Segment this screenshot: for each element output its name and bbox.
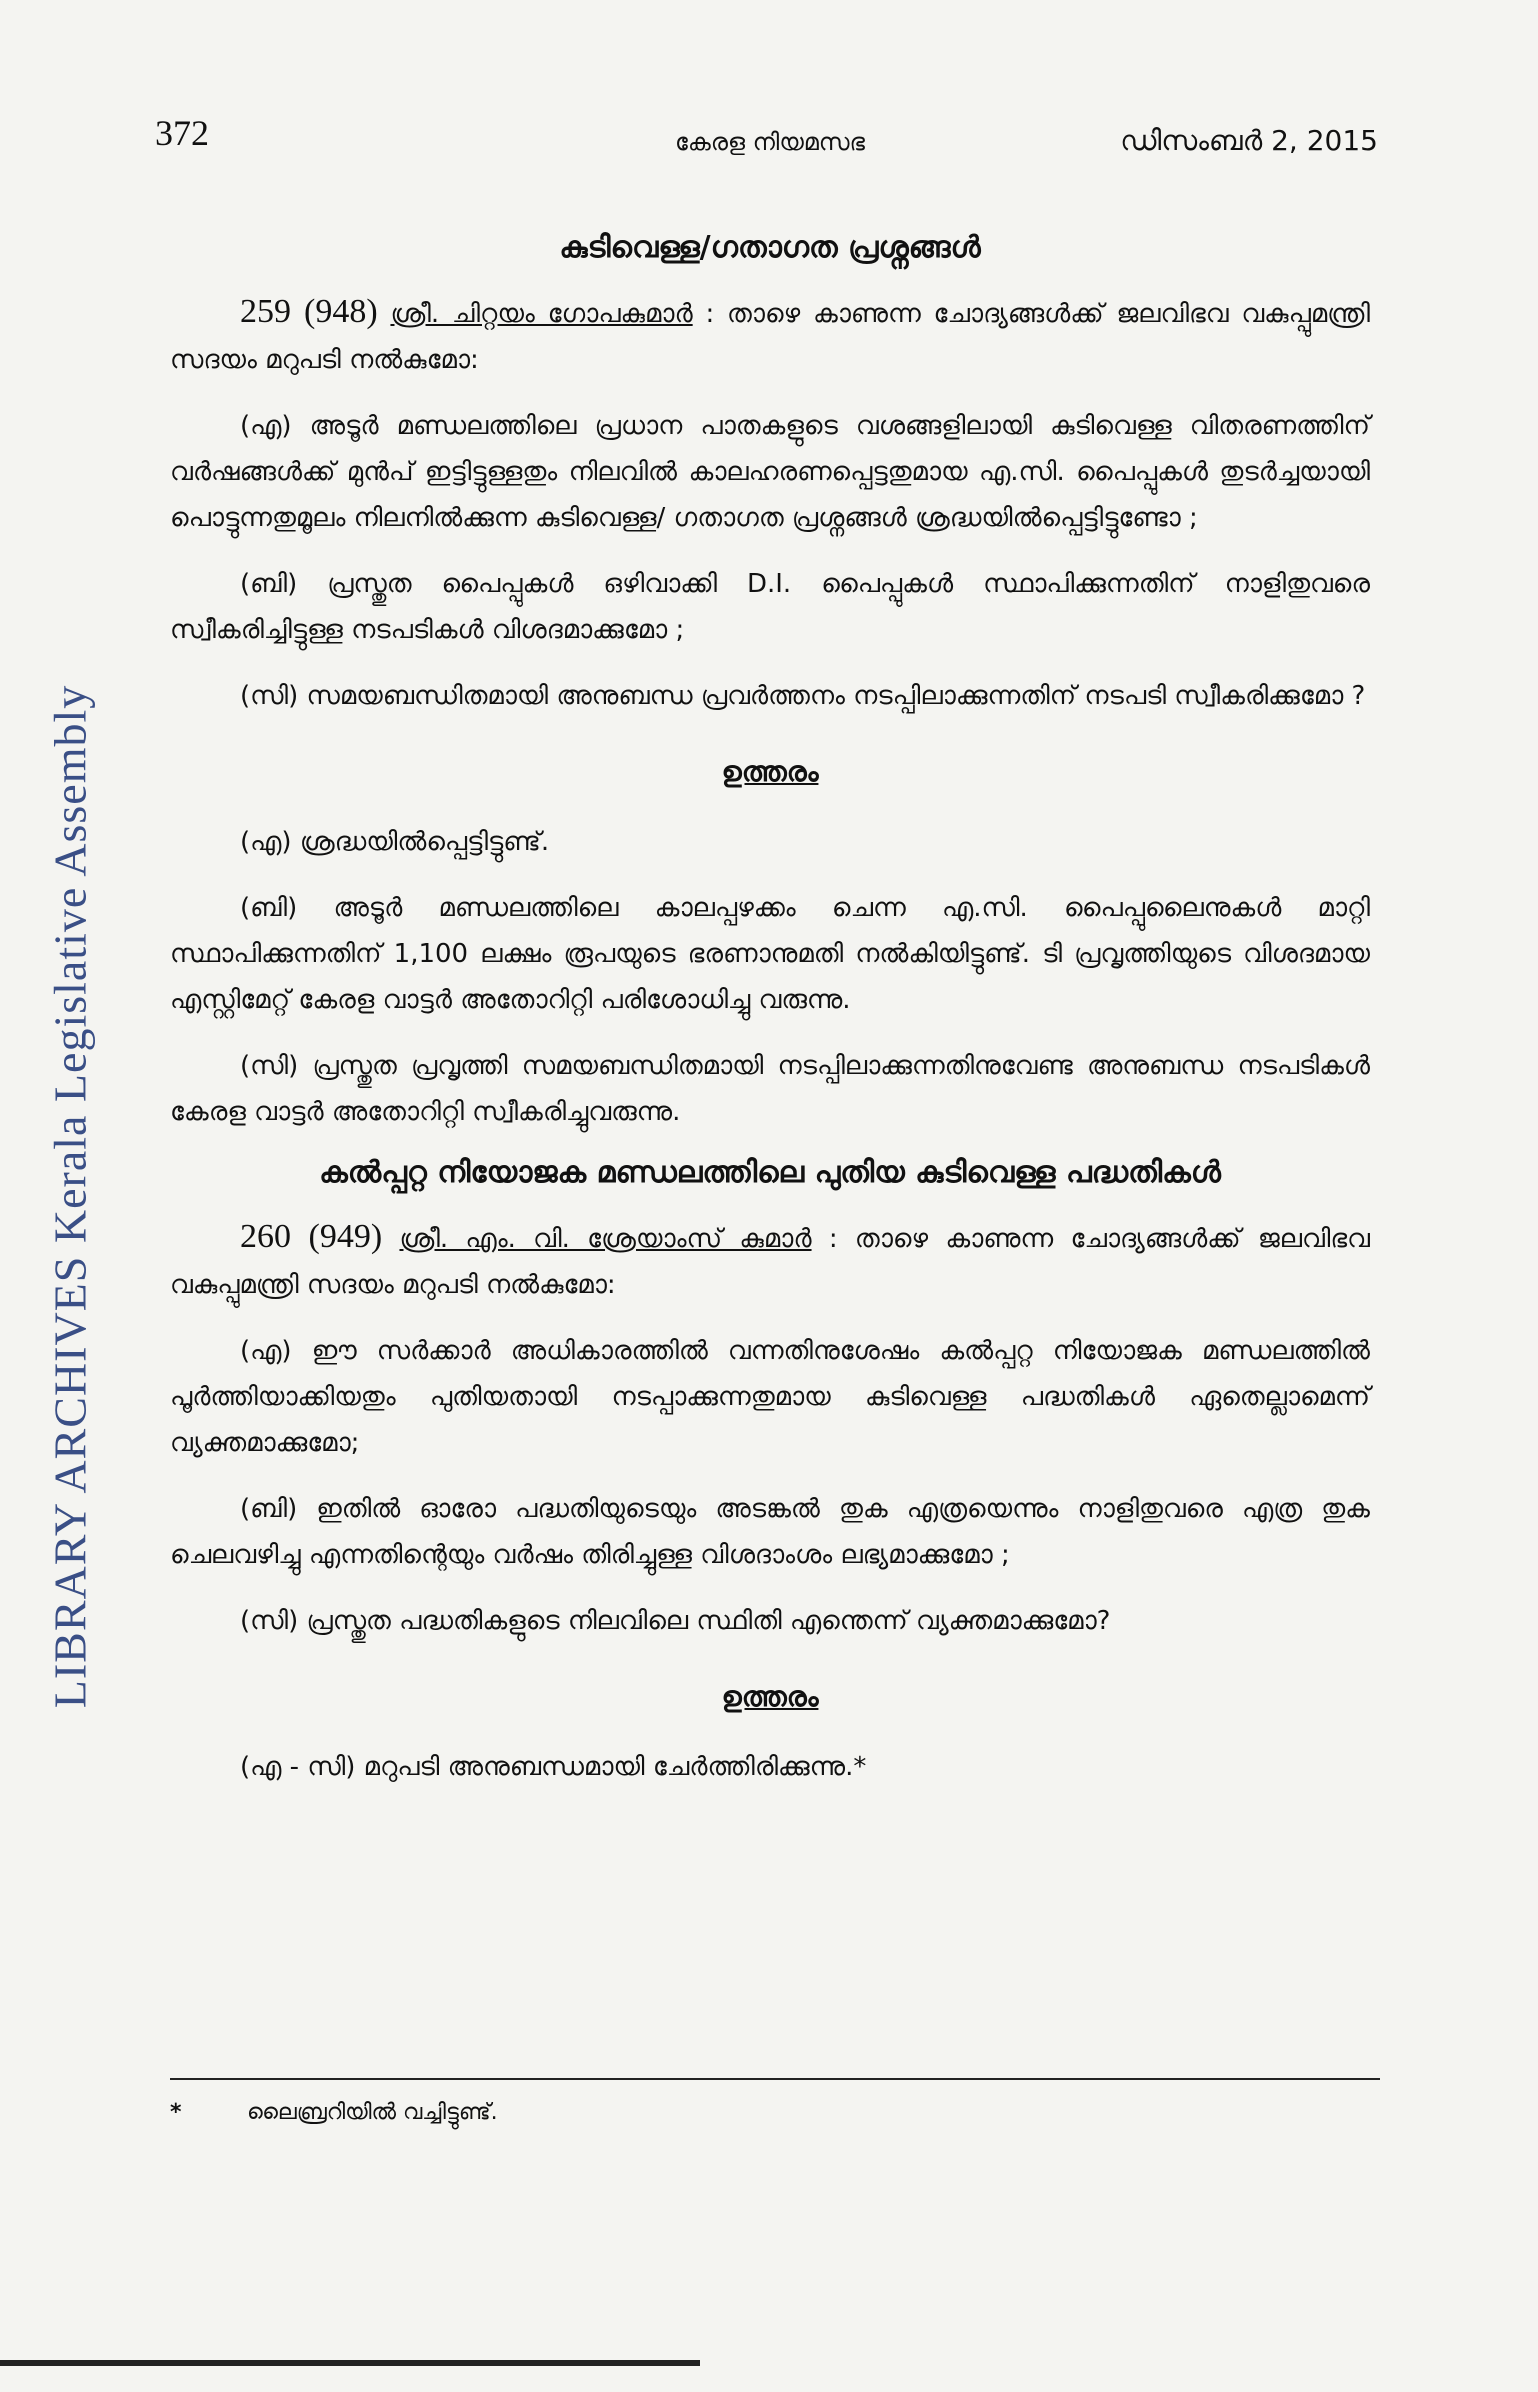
main-content bbox=[170, 230, 1370, 1810]
question-intro-text: : താഴെ കാണുന്ന ചോദ്യങ്ങൾക്ക് ജലവിഭവ വകുപ്പുമന്ത്രി സദയം മറുപടി നൽകുമോ: bbox=[170, 299, 1370, 375]
answer-heading: ഉത്തരം bbox=[721, 1680, 819, 1713]
answer-c: (സി) പ്രസ്തുത പ്രവൃത്തി സമയബന്ധിതമായി നടപ്പിലാക്കുന്നതിനുവേണ്ട അനുബന്ധ നടപടികൾ കേരള വാട്ടർ അതോറിറ്റി സ്വീകരിച്ചുവരുന്നു. bbox=[170, 1051, 1370, 1127]
question-intro-259 bbox=[170, 289, 1370, 383]
running-title: കേരള നിയമസഭ bbox=[674, 128, 866, 156]
member-name: ശ്രീ. എം. വി. ശ്രേയാംസ് കുമാർ bbox=[399, 1224, 812, 1254]
section-title-1: കുടിവെള്ള/ഗതാഗത പ്രശ്നങ്ങൾ bbox=[559, 230, 981, 265]
footnote-text: ലൈബ്രറിയിൽ വച്ചിട്ടുണ്ട്. bbox=[247, 2100, 498, 2125]
question-b: (ബി) ഇതിൽ ഓരോ പദ്ധതിയുടെയും അടങ്കൽ തുക എത്രയെന്നും നാളിതുവരെ എത്ര തുക ചെലവഴിച്ചു എന്നതിന്റെയും വർഷം തിരിച്ചുള്ള വിശദാംശം ലഭ്യമാക്കുമോ ; bbox=[170, 1494, 1370, 1570]
question-number: 259 (948) bbox=[240, 293, 378, 330]
question-c: (സി) സമയബന്ധിതമായി അനുബന്ധ പ്രവർത്തനം നടപ്പിലാക്കുന്നതിന് നടപടി സ്വീകരിക്കുമോ ? bbox=[240, 681, 1366, 711]
archive-watermark: LIBRARY ARCHIVES Kerala Legislative Assembly bbox=[44, 684, 96, 1709]
page-number: 372 bbox=[155, 113, 209, 153]
member-name: ശ്രീ. ചിറ്റയം ഗോപകുമാർ bbox=[390, 299, 693, 329]
header-date: ഡിസംബർ 2, 2015 bbox=[1120, 124, 1378, 157]
question-a: (എ) അടൂർ മണ്ഡലത്തിലെ പ്രധാന പാതകളുടെ വശങ്ങളിലായി കുടിവെള്ള വിതരണത്തിന് വർഷങ്ങൾക്ക് മുൻപ് ഇട്ടിട്ടുള്ളതും നിലവിൽ കാലഹരണപ്പെട്ടതുമായ എ.സി. പൈപ്പുകൾ തുടർച്ചയായി പൊട്ടുന്നതുമൂലം നിലനിൽക്കുന്ന കുടിവെള്ള/ ഗതാഗത പ്രശ്നങ്ങൾ ശ്രദ്ധയിൽപ്പെട്ടിട്ടുണ്ടോ ; bbox=[170, 411, 1370, 533]
scan-edge-mark bbox=[0, 2360, 700, 2366]
question-intro-260 bbox=[170, 1214, 1370, 1308]
footnote-marker: * bbox=[170, 2100, 182, 2125]
question-intro-text: : താഴെ കാണുന്ന ചോദ്യങ്ങൾക്ക് ജലവിഭവ വകുപ്പുമന്ത്രി സദയം മറുപടി നൽകുമോ: bbox=[170, 1224, 1371, 1300]
section-title-2: കൽപ്പറ്റ നിയോജക മണ്ഡലത്തിലെ പുതിയ കുടിവെള്ള പദ്ധതികൾ bbox=[319, 1155, 1221, 1190]
question-number: 260 (949) bbox=[240, 1218, 383, 1255]
footnote bbox=[170, 2100, 498, 2125]
answer-heading: ഉത്തരം bbox=[721, 755, 819, 788]
answer-b: (ബി) അടൂർ മണ്ഡലത്തിലെ കാലപ്പഴക്കം ചെന്ന എ.സി. പൈപ്പുലൈനുകൾ മാറ്റി സ്ഥാപിക്കുന്നതിന് 1,100 ലക്ഷം രൂപയുടെ ഭരണാനുമതി നൽകിയിട്ടുണ്ട്. ടി പ്രവൃത്തിയുടെ വിശദമായ എസ്റ്റിമേറ്റ് കേരള വാട്ടർ അതോറിറ്റി പരിശോധിച്ചു വരുന്നു. bbox=[170, 893, 1370, 1015]
question-b: (ബി) പ്രസ്തുത പൈപ്പുകൾ ഒഴിവാക്കി D.I. പൈപ്പുകൾ സ്ഥാപിക്കുന്നതിന് നാളിതുവരെ സ്വീകരിച്ചിട്ടുള്ള നടപടികൾ വിശദമാക്കുമോ ; bbox=[170, 569, 1370, 645]
question-c: (സി) പ്രസ്തുത പദ്ധതികളുടെ നിലവിലെ സ്ഥിതി എന്തെന്ന് വ്യക്തമാക്കുമോ? bbox=[240, 1606, 1111, 1636]
question-a: (എ) ഈ സർക്കാർ അധികാരത്തിൽ വന്നതിനുശേഷം കൽപ്പറ്റ നിയോജക മണ്ഡലത്തിൽ പൂർത്തിയാക്കിയതും പുതിയതായി നടപ്പാക്കുന്നതുമായ കുടിവെള്ള പദ്ധതികൾ ഏതെല്ലാമെന്ന് വ്യക്തമാക്കുമോ; bbox=[170, 1336, 1370, 1458]
answer-a: (എ) ശ്രദ്ധയിൽപ്പെട്ടിട്ടുണ്ട്. bbox=[240, 827, 550, 857]
answer-a-c: (എ - സി) മറുപടി അനുബന്ധമായി ചേർത്തിരിക്കുന്നു.* bbox=[240, 1752, 867, 1782]
footnote-divider bbox=[170, 2078, 1380, 2080]
